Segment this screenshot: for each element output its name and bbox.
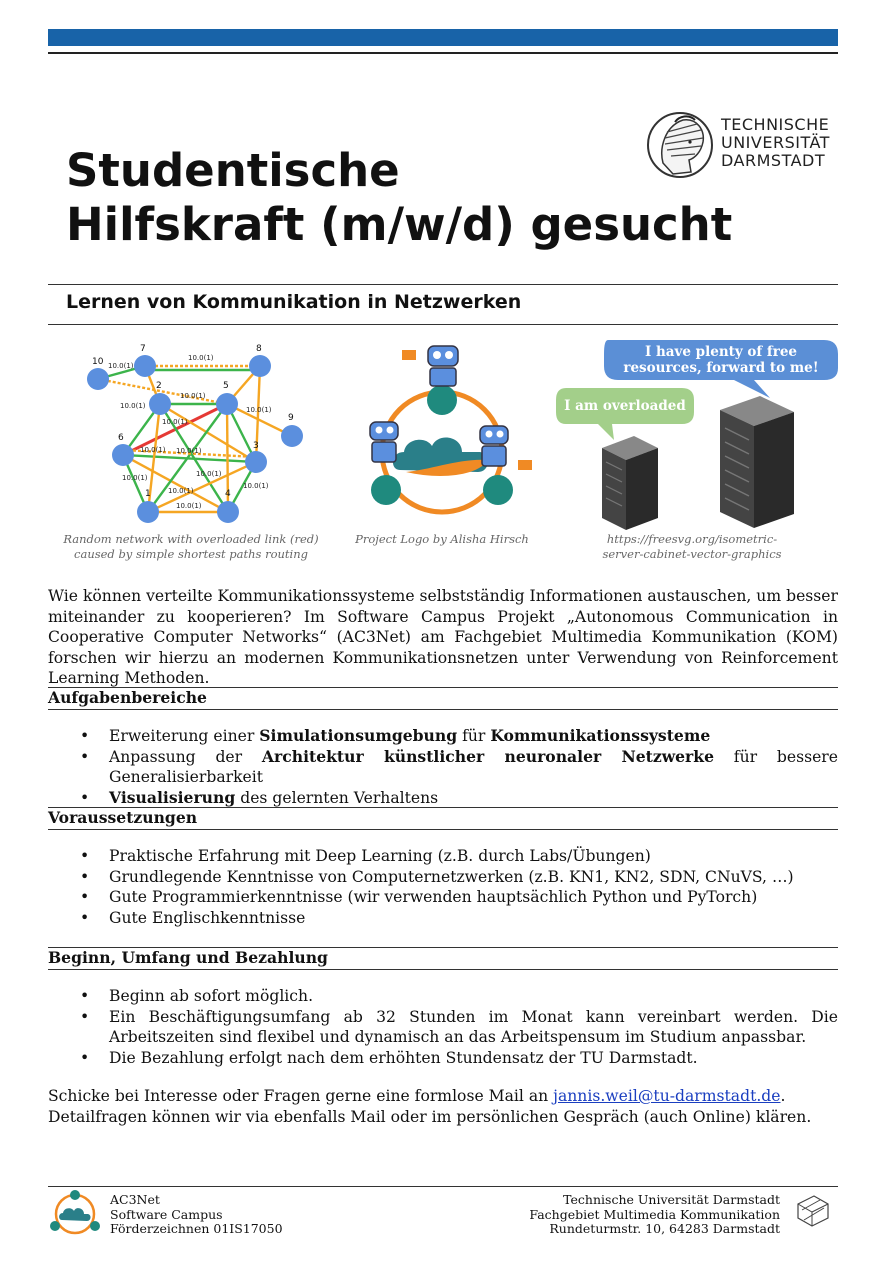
footer-line: AC3Net (110, 1192, 160, 1207)
robot-icon (480, 426, 532, 470)
small-server-icon (602, 436, 658, 530)
project-logo-figure (350, 340, 540, 526)
edge-label: 10.0(1) (180, 392, 206, 400)
node-label: 6 (118, 433, 124, 443)
bullet: • (80, 908, 90, 927)
bullet: • (80, 1048, 90, 1067)
list-item: • Erweiterung einer Simulationsumgebung für Kommunikationssysteme (80, 726, 711, 745)
list-item: • Die Bezahlung erfolgt nach dem erhöhten Stundensatz der TU Darmstadt. (80, 1048, 698, 1067)
subtitle-top-rule (48, 284, 838, 285)
list-item: • Gute Englischkenntnisse (80, 908, 306, 927)
mail-icon (402, 350, 416, 360)
list-item: • Grundlegende Kenntnisse von Computernetzwerken (z.B. KN1, KN2, SDN, CNuVS, …) (80, 867, 794, 886)
node-label: 8 (256, 344, 262, 354)
bullet: • (80, 747, 90, 766)
list-item: • Beginn ab sofort möglich. (80, 987, 314, 1005)
node-label: 7 (140, 344, 146, 354)
edge-label: 10.0(1) (108, 362, 134, 370)
bullet: • (80, 867, 90, 886)
caption-line: https://freesvg.org/isometric- (606, 532, 778, 546)
large-server-icon (720, 396, 794, 528)
edge-label: 10.0(1) (122, 474, 148, 482)
speech-bubble-overloaded (556, 388, 694, 440)
edge-label: 10.0(1) (168, 487, 194, 495)
ac3net-logo (350, 340, 540, 526)
section-rule (48, 709, 838, 710)
footer-line: Technische Universität Darmstadt (563, 1192, 780, 1207)
node-label: 1 (145, 489, 151, 499)
edge-label: 10.0(1) (243, 482, 269, 490)
closing-paragraph: Schicke bei Interesse oder Fragen gerne eine formlose Mail an jannis.weil@tu-darmstadt.de. Detailfragen können wir via ebenfalls Mail oder im persönlichen Gespräch (auch Online) klären. (48, 1087, 812, 1126)
aufgaben-list (48, 726, 838, 808)
network-caption (58, 532, 324, 562)
voraussetzungen-list (48, 846, 838, 928)
title-line: Hilfskraft (m/w/d) gesucht (66, 198, 733, 251)
edge-label: 10.0(1) (120, 402, 146, 410)
email-link[interactable]: jannis.weil@tu-darmstadt.de (553, 1087, 781, 1105)
logo-caption: Project Logo by Alisha Hirsch (355, 532, 529, 546)
network-figure (78, 338, 318, 528)
node-label: 4 (225, 489, 231, 499)
node-label: 2 (156, 381, 162, 391)
footer-project-info (110, 1193, 283, 1237)
servers-figure (554, 336, 844, 532)
footer-address (529, 1193, 780, 1237)
footer-rule (48, 1186, 838, 1187)
title-line: Studentische (66, 144, 400, 197)
section-rule (48, 829, 838, 830)
node-label: 5 (223, 381, 229, 391)
section-title-voraussetzungen: Voraussetzungen (48, 808, 198, 827)
page-title (66, 144, 732, 252)
bubble-overloaded-text: I am overloaded (564, 398, 686, 414)
edge-label: 10.0(1) (162, 418, 188, 426)
footer-line: Förderzeichnen 01IS17050 (110, 1221, 283, 1236)
bullet: • (80, 788, 90, 807)
bullet: • (80, 1007, 90, 1026)
caption-line: Random network with overloaded link (red) (63, 532, 319, 546)
network-node (216, 393, 238, 415)
university-line: TECHNISCHE (721, 115, 830, 134)
header-color-bar (48, 29, 838, 46)
node-label: 3 (253, 441, 259, 451)
edge-label: 10.0(1) (196, 470, 222, 478)
header-rule (48, 52, 838, 54)
beginn-list (48, 986, 838, 1068)
intro-paragraph: Wie können verteilte Kommunikationssysteme selbstständig Informationen austauschen, um besser miteinander zu kooperieren? Im Software Campus Projekt „Autonomous Communication in Cooperative Computer Networks“ (AC3Net) am Fachgebiet Multimedia Kommunikation (KOM) forschen wir hierzu an modernen Kommunikationsnetzen unter Verwendung von Reinforcement Learning Methoden. (48, 587, 838, 687)
list-item: • Praktische Erfahrung mit Deep Learning (z.B. durch Labs/Übungen) (80, 847, 651, 865)
node-label: 10 (92, 357, 104, 367)
network-node (137, 501, 159, 523)
list-item: • Anpassung der Architektur künstlicher neuronaler Netzwerke für bessere Generalisierbarkeit (80, 746, 838, 786)
network-node (281, 425, 303, 447)
bullet: • (80, 987, 90, 1005)
bullet: • (80, 847, 90, 865)
footer-line: Software Campus (110, 1206, 223, 1222)
caption-line: caused by simple shortest paths routing (74, 547, 308, 561)
university-line: DARMSTADT (721, 151, 826, 170)
section-title-beginn: Beginn, Umfang und Bezahlung (48, 948, 328, 967)
ac3net-small-logo-icon (46, 1188, 104, 1238)
bubble-free-line: I have plenty of free (644, 344, 798, 360)
network-node (87, 368, 109, 390)
edge-label: 10.0(1) (188, 354, 214, 362)
robot-icon (370, 422, 398, 462)
network-node (149, 393, 171, 415)
mail-icon (518, 460, 532, 470)
network-node (249, 355, 271, 377)
university-line: UNIVERSITÄT (721, 133, 830, 152)
network-node (112, 444, 134, 466)
footer-line: Rundeturmstr. 10, 64283 Darmstadt (549, 1221, 780, 1236)
network-graph (78, 338, 318, 528)
bullet: • (80, 727, 90, 745)
list-item: • Gute Programmierkenntnisse (wir verwenden hauptsächlich Python und PyTorch) (80, 888, 758, 906)
kom-logo-icon (792, 1190, 832, 1230)
section-title-aufgaben: Aufgabenbereiche (48, 688, 207, 707)
section-rule (48, 969, 838, 970)
network-node (217, 501, 239, 523)
bubble-free-line: resources, forward to me! (623, 360, 819, 376)
robot-icon (402, 346, 458, 386)
edge-label: 10.0(1) (140, 446, 166, 454)
subtitle-bottom-rule (48, 324, 838, 325)
footer-line: Fachgebiet Multimedia Kommunikation (529, 1206, 780, 1222)
node-label: 9 (288, 413, 294, 423)
university-name (721, 116, 830, 170)
caption-line: server-cabinet-vector-graphics (602, 547, 782, 561)
list-item: • Visualisierung des gelernten Verhaltens (80, 787, 439, 807)
servers-illustration (554, 336, 844, 532)
network-node (134, 355, 156, 377)
list-item: • Ein Beschäftigungsumfang ab 32 Stunden im Monat kann vereinbart werden. Die Arbeitszeiten sind flexibel und dynamisch an das Arbeitspensum im Studium anpassbar. (80, 1007, 838, 1046)
edge-label: 10.0(1) (176, 447, 202, 455)
edge-label: 10.0(1) (246, 406, 272, 414)
servers-caption (590, 532, 794, 562)
edge-label: 10.0(1) (176, 502, 202, 510)
bullet: • (80, 888, 90, 906)
network-node (245, 451, 267, 473)
subtitle: Lernen von Kommunikation in Netzwerken (66, 291, 522, 313)
